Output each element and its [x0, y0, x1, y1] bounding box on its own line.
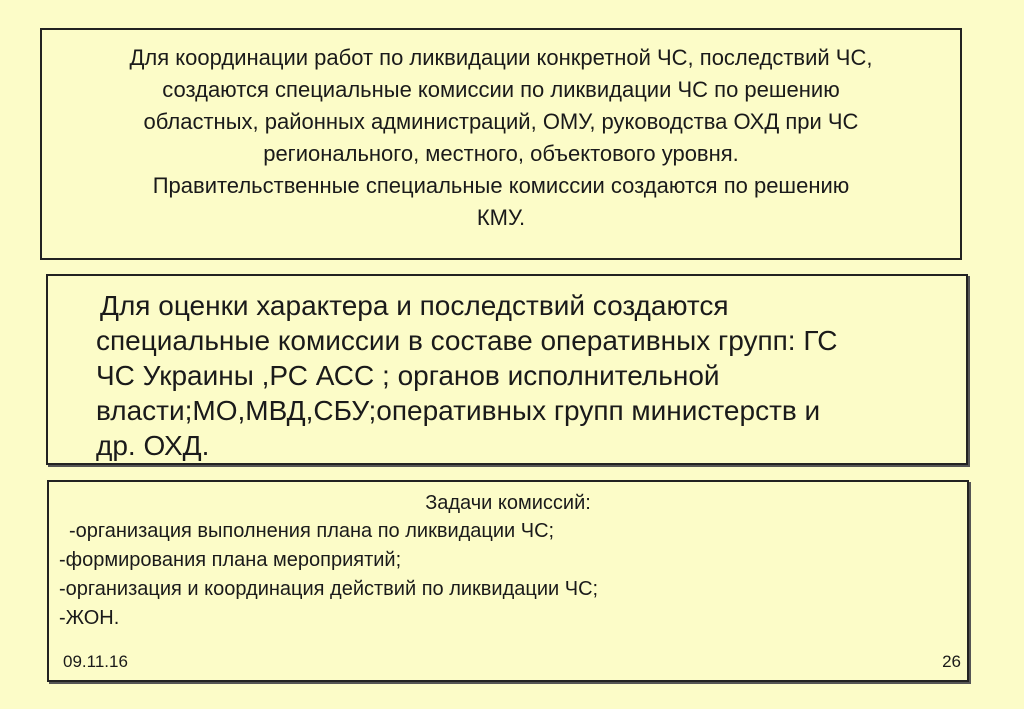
assessment-text-box — [46, 274, 968, 465]
box1-line: Для координации работ по ликвидации конкретной ЧС, последствий ЧС, — [129, 45, 873, 70]
box1-line: областных, районных администраций, ОМУ, руководства ОХД при ЧС — [143, 109, 859, 134]
slide-page-number: 26 — [942, 652, 961, 671]
box1-line: КМУ. — [476, 205, 526, 230]
task-item: -организация и координация действий по ликвидации ЧС; — [59, 578, 599, 600]
commission-tasks-box — [47, 480, 969, 682]
box2-line: специальные комиссии в составе оперативных групп: ГС — [96, 325, 838, 356]
box2-line: ЧС Украины ,РС АСС ; органов исполнительной — [96, 360, 720, 391]
task-item: -организация выполнения плана по ликвидации ЧС; — [69, 520, 555, 542]
task-item: -ЖОН. — [59, 607, 120, 629]
tasks-title: Задачи комиссий: — [425, 492, 591, 514]
coordination-text-box — [40, 28, 962, 260]
box2-line: власти;МО,МВД,СБУ;оперативных групп министерств и — [96, 395, 821, 426]
box2-line: Для оценки характера и последствий создаются — [100, 290, 729, 321]
box2-line: др. ОХД. — [96, 430, 210, 461]
box1-line: создаются специальные комиссии по ликвидации ЧС по решению — [162, 77, 840, 102]
slide-date: 09.11.16 — [63, 652, 128, 671]
box1-line: Правительственные специальные комиссии создаются по решению — [152, 173, 850, 198]
box1-line: регионального, местного, объектового уровня. — [263, 141, 739, 166]
task-item: -формирования плана мероприятий; — [59, 549, 402, 571]
